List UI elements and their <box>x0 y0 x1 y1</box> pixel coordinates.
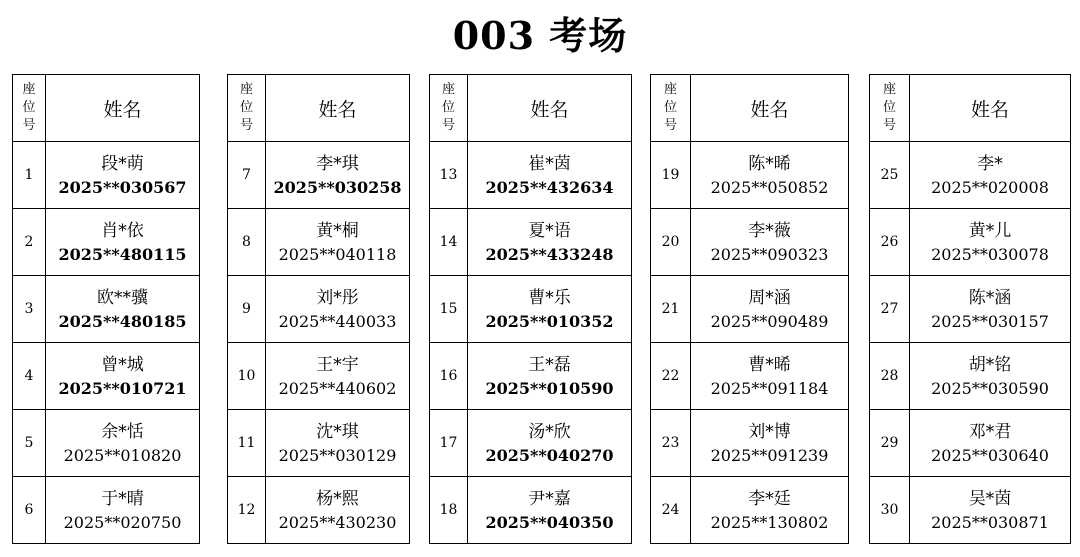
seat-number: 28 <box>870 343 910 410</box>
table-header-row <box>651 75 849 142</box>
student-cell <box>910 142 1071 209</box>
table-header-row <box>870 75 1071 142</box>
table-row <box>651 410 849 477</box>
seat-number: 11 <box>228 410 266 477</box>
table-row <box>430 142 632 209</box>
student-cell <box>46 343 200 410</box>
seat-header-char: 号 <box>663 118 677 133</box>
student-name: 刘*彤 <box>316 287 359 308</box>
student-name: 曾*城 <box>101 354 144 375</box>
student-name: 吴*茵 <box>968 488 1012 509</box>
student-cell <box>691 276 849 343</box>
student-id: 2025**010721 <box>58 378 187 398</box>
seat-number: 24 <box>651 477 691 544</box>
seat-table-1 <box>12 74 200 544</box>
seat-number: 8 <box>228 209 266 276</box>
table-row <box>651 343 849 410</box>
seat-header-char: 座 <box>441 82 455 97</box>
student-name: 李*琪 <box>316 153 359 174</box>
table-row <box>430 410 632 477</box>
table-header-row <box>228 75 410 142</box>
student-name: 胡*铭 <box>968 354 1012 375</box>
table-row <box>870 410 1071 477</box>
name-header: 姓名 <box>266 75 410 142</box>
student-id: 2025**010820 <box>63 445 182 465</box>
seat-number: 2 <box>13 209 46 276</box>
student-name: 李*薇 <box>748 220 791 241</box>
student-cell <box>691 209 849 276</box>
seat-number: 9 <box>228 276 266 343</box>
seat-table-5 <box>869 74 1071 544</box>
student-id: 2025**130802 <box>710 512 829 532</box>
student-id: 2025**440033 <box>278 311 397 331</box>
table-row <box>430 477 632 544</box>
student-name: 汤*欣 <box>528 421 571 442</box>
seat-number: 17 <box>430 410 468 477</box>
seat-number: 7 <box>228 142 266 209</box>
seat-number: 27 <box>870 276 910 343</box>
table-row <box>430 343 632 410</box>
student-cell <box>468 410 632 477</box>
table-row <box>430 276 632 343</box>
student-cell <box>468 142 632 209</box>
student-cell <box>910 209 1071 276</box>
student-cell <box>46 276 200 343</box>
seat-header-char: 位 <box>663 100 677 115</box>
student-name: 邓*君 <box>968 421 1012 442</box>
student-cell <box>266 343 410 410</box>
table-row <box>870 142 1071 209</box>
student-cell <box>46 410 200 477</box>
table-row <box>228 477 410 544</box>
student-id: 2025**010590 <box>485 378 614 398</box>
table-row <box>651 276 849 343</box>
student-cell <box>910 410 1071 477</box>
student-id: 2025**050852 <box>710 177 829 197</box>
student-id: 2025**433248 <box>485 244 614 264</box>
student-name: 黄*儿 <box>968 220 1012 241</box>
seat-number: 22 <box>651 343 691 410</box>
student-id: 2025**030871 <box>931 512 1049 532</box>
table-header-row <box>13 75 200 142</box>
name-header: 姓名 <box>468 75 632 142</box>
seat-table-3 <box>429 74 632 544</box>
table-row <box>228 410 410 477</box>
table-row <box>870 477 1071 544</box>
seat-number: 10 <box>228 343 266 410</box>
page-title: 003 考场 <box>452 13 628 58</box>
seat-number: 21 <box>651 276 691 343</box>
student-name: 尹*嘉 <box>528 488 571 509</box>
table-row <box>870 209 1071 276</box>
seat-number-header <box>228 75 266 142</box>
student-id: 2025**030567 <box>58 177 187 197</box>
student-cell <box>691 343 849 410</box>
table-row <box>651 209 849 276</box>
student-cell <box>46 142 200 209</box>
seat-number: 18 <box>430 477 468 544</box>
seat-number: 23 <box>651 410 691 477</box>
student-name: 王*宇 <box>316 354 359 375</box>
table-header-row <box>430 75 632 142</box>
seat-header-char: 号 <box>441 118 455 133</box>
seat-number: 29 <box>870 410 910 477</box>
student-cell <box>691 477 849 544</box>
seat-header-char: 号 <box>882 118 896 133</box>
student-cell <box>691 410 849 477</box>
table-row <box>870 343 1071 410</box>
student-name: 肖*依 <box>101 220 144 241</box>
student-id: 2025**010352 <box>485 311 614 331</box>
seat-number: 3 <box>13 276 46 343</box>
student-name: 陈*涵 <box>968 287 1012 308</box>
seat-header-char: 号 <box>22 118 36 133</box>
student-name: 周*涵 <box>748 287 791 308</box>
seat-header-char: 位 <box>239 100 253 115</box>
seat-header-char: 座 <box>663 82 677 97</box>
seat-header-char: 位 <box>441 100 455 115</box>
seat-number-header <box>651 75 691 142</box>
table-row <box>13 209 200 276</box>
student-cell <box>266 209 410 276</box>
student-name: 李*廷 <box>748 488 791 509</box>
student-cell <box>691 142 849 209</box>
table-row <box>13 343 200 410</box>
table-row <box>13 477 200 544</box>
student-id: 2025**030157 <box>931 311 1049 331</box>
table-row <box>651 477 849 544</box>
seat-number: 25 <box>870 142 910 209</box>
student-id: 2025**090489 <box>710 311 829 331</box>
student-id: 2025**030640 <box>931 445 1049 465</box>
student-name: 刘*博 <box>748 421 791 442</box>
seat-number: 16 <box>430 343 468 410</box>
table-row <box>13 410 200 477</box>
seat-header-char: 座 <box>882 82 896 97</box>
student-cell <box>468 209 632 276</box>
student-id: 2025**030129 <box>278 445 397 465</box>
student-id: 2025**480185 <box>58 311 187 331</box>
student-cell <box>266 477 410 544</box>
seat-number-header <box>870 75 910 142</box>
seat-table-2 <box>227 74 410 544</box>
student-id: 2025**090323 <box>710 244 829 264</box>
table-row <box>870 276 1071 343</box>
table-row <box>228 142 410 209</box>
student-cell <box>468 477 632 544</box>
seat-table-4 <box>650 74 849 544</box>
table-row <box>651 142 849 209</box>
seat-header-char: 位 <box>882 100 896 115</box>
student-name: 陈*晞 <box>748 153 791 174</box>
student-cell <box>468 276 632 343</box>
student-name: 崔*茵 <box>528 153 571 174</box>
student-id: 2025**040270 <box>485 445 614 465</box>
seat-number: 12 <box>228 477 266 544</box>
seat-number-header <box>13 75 46 142</box>
seat-number-header <box>430 75 468 142</box>
student-id: 2025**030590 <box>931 378 1049 398</box>
student-id: 2025**480115 <box>58 244 187 264</box>
name-header: 姓名 <box>910 75 1071 142</box>
seat-number: 15 <box>430 276 468 343</box>
table-row <box>228 209 410 276</box>
student-id: 2025**091239 <box>710 445 829 465</box>
seat-number: 4 <box>13 343 46 410</box>
student-id: 2025**030078 <box>931 244 1049 264</box>
student-name: 王*磊 <box>528 354 571 375</box>
name-header: 姓名 <box>691 75 849 142</box>
student-id: 2025**430230 <box>278 512 397 532</box>
student-cell <box>910 343 1071 410</box>
seat-number: 14 <box>430 209 468 276</box>
student-id: 2025**020008 <box>931 177 1049 197</box>
student-cell <box>468 343 632 410</box>
student-name: 段*萌 <box>101 153 144 174</box>
student-name: 曹*晞 <box>748 354 791 375</box>
seat-number: 19 <box>651 142 691 209</box>
table-row <box>13 142 200 209</box>
student-id: 2025**440602 <box>278 378 397 398</box>
student-name: 曹*乐 <box>528 287 571 308</box>
student-name: 黄*桐 <box>316 220 359 241</box>
student-name: 李* <box>977 153 1003 174</box>
seat-number: 30 <box>870 477 910 544</box>
student-name: 杨*熙 <box>316 488 359 509</box>
table-row <box>430 209 632 276</box>
name-header: 姓名 <box>46 75 200 142</box>
student-id: 2025**091184 <box>710 378 829 398</box>
table-row <box>13 276 200 343</box>
seat-header-char: 号 <box>239 118 253 133</box>
student-name: 欧**骥 <box>97 287 148 308</box>
student-cell <box>910 477 1071 544</box>
table-row <box>228 276 410 343</box>
student-id: 2025**040118 <box>278 244 397 264</box>
student-cell <box>910 276 1071 343</box>
seat-header-char: 座 <box>239 82 253 97</box>
seat-number: 20 <box>651 209 691 276</box>
table-row <box>228 343 410 410</box>
student-id: 2025**030258 <box>273 177 402 197</box>
student-name: 于*晴 <box>101 488 144 509</box>
student-cell <box>266 142 410 209</box>
student-id: 2025**040350 <box>485 512 614 532</box>
seat-number: 6 <box>13 477 46 544</box>
student-id: 2025**020750 <box>63 512 182 532</box>
student-cell <box>46 209 200 276</box>
student-cell <box>46 477 200 544</box>
seat-header-char: 位 <box>22 100 36 115</box>
student-id: 2025**432634 <box>485 177 614 197</box>
student-cell <box>266 410 410 477</box>
seat-number: 13 <box>430 142 468 209</box>
student-name: 余*恬 <box>101 421 144 442</box>
student-cell <box>266 276 410 343</box>
seat-number: 1 <box>13 142 46 209</box>
student-name: 夏*语 <box>528 220 571 241</box>
seat-number: 26 <box>870 209 910 276</box>
seat-header-char: 座 <box>22 82 36 97</box>
seat-number: 5 <box>13 410 46 477</box>
student-name: 沈*琪 <box>316 421 359 442</box>
